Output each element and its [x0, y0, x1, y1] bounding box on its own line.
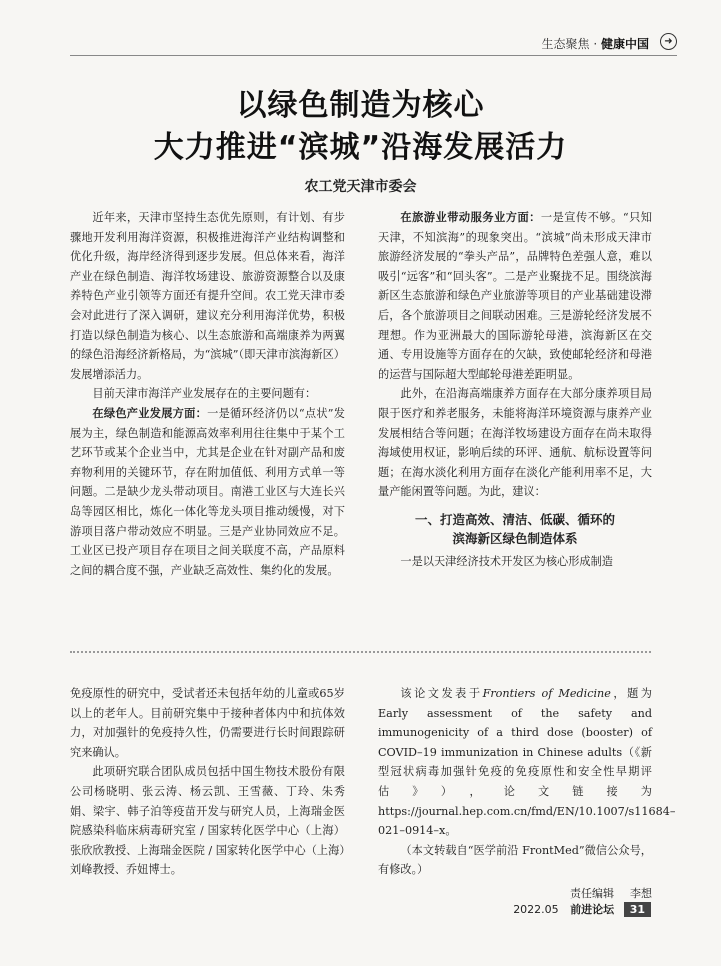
article-left-column: [70, 208, 345, 580]
header-rule: [70, 55, 677, 56]
article-title-line1: 以绿色制造为核心: [236, 88, 485, 123]
circle-arrow-icon: ➜: [660, 33, 677, 50]
paragraph: 近年来，天津市坚持生态优先原则，有计划、有步骤地开发利用海洋资源，积极推进海洋产业结构调整和优化升级，海岸经济得到逐步发展。但总体来看，海洋产业在绿色制造、海洋牧场建设、旅游资源整合以及康养特色产业引领等方面还有提升空间。农工党天津市委会对此进行了深入调研，建议充分利用海洋优势，积极打造以绿色制造为核心、以生态旅游和高端康养为两翼的绿色沿海经济新格局，为“滨城”（即天津市滨海新区）发展增添活力。: [70, 211, 345, 381]
article-title-line2: 大力推进“滨城”沿海发展活力: [153, 130, 568, 165]
paragraph-lead: 在绿色产业发展方面：: [92, 406, 208, 420]
paragraph: 免疫原性的研究中，受试者还未包括年幼的儿童或65岁以上的老年人。目前研究集中于接种者体内中和抗体效力，对加强针的免疫持久性，仍需要进行长时间跟踪研究来确认。: [70, 687, 345, 759]
paragraph: 在绿色产业发展方面：一是循环经济仍以“点状”发展为主，绿色制造和能源高效率利用往往集中于某个工艺环节或某个企业当中，尤其是企业在针对副产品和废弃物利用的关键环节，存在附加值低、利用方式单一等问题。二是缺少龙头带动项目。南港工业区与大连长兴岛等园区相比，炼化一体化等龙头项目推动缓慢，对下游项目落户带动效应不明显。三是产业协同效应不足。工业区已投产项目存在项目之间关联度不高，产品原料之间的耦合度不强，产业缺乏高效性、集约化的发展。: [70, 406, 345, 577]
paragraph: 此外，在沿海高端康养方面存在大部分康养项目局限于医疗和养老服务，未能将海洋环境资源与康养产业发展相结合等问题；在海洋牧场建设方面存在尚未取得海域使用权证，影响后续的环评、通航、航标设置等问题；在海水淡化利用方面存在淡化产能利用率不足，大量产能闲置等问题。为此，建议：: [378, 387, 652, 499]
paragraph-lead: 在旅游业带动服务业方面：: [400, 211, 541, 224]
journal-name: Frontiers of Medicine: [482, 687, 611, 700]
section-subheading: 一、打造高效、清洁、低碳、循环的 滨海新区绿色制造体系: [414, 511, 615, 546]
paragraph: （本文转载自“医学前沿 FrontMed”微信公众号，有修改。）: [378, 843, 652, 877]
article-divider: [70, 651, 651, 653]
section-label: 生态聚焦 · 健康中国: [541, 37, 649, 51]
paragraph: 该论文发表于Frontiers of Medicine，题为Early assessment of the safety and immunogenicity of a third dose (booster) of COVID–19 immunization in Chinese adults（《新型冠状病毒加强针免疫的免疫原性和安全性早期评估》），论文链接为https://journal.hep.com.cn/fmd/EN/10.1007/s11684–021–0914–x。: [378, 687, 676, 838]
article-author: 农工党天津市委会: [304, 179, 417, 195]
article-right-column: [378, 208, 652, 572]
bottom-left-column: [70, 684, 345, 880]
page-header: [70, 32, 677, 56]
page-number: 31: [624, 902, 651, 917]
paragraph: 一是以天津经济技术开发区为核心形成制造: [400, 554, 613, 568]
paragraph: 在旅游业带动服务业方面：一是宣传不够。“只知天津，不知滨海”的现象突出。“滨城”尚未形成天津市旅游经济发展的“拳头产品”，品牌特色差强人意，难以吸引“远客”和“回头客”。二是产业聚拢不足。围绕滨海新区生态旅游和绿色产业旅游等项目的产业基础建设滞后，各个旅游项目之间联动困难。三是游轮经济发展不理想。作为亚洲最大的国际游轮母港，滨海新区在交通、专用设施等方面存在的欠缺，致使邮轮经济和母港的运营与国际超大型邮轮母港差距明显。: [378, 211, 652, 381]
magazine-name: 前进论坛: [570, 903, 615, 916]
issue-date: 2022.05: [513, 903, 559, 916]
editor-credit: 责任编辑 李想: [570, 886, 652, 900]
paragraph: 此项研究联合团队成员包括中国生物技术股份有限公司杨晓明、张云涛、杨云凯、王雪薇、丁玲、朱秀娟、梁宇、韩子泊等疫苗开发与研究人员，上海瑞金医院感染科临床病毒研究室 / 国家转化医学中心（上海）张欣欣教授、上海瑞金医院 / 国家转化医学中心（上海）刘峰教授、乔妞博士。: [70, 765, 345, 877]
bottom-right-column: [378, 684, 676, 904]
paragraph: 目前天津市海洋产业发展存在的主要问题有：: [92, 387, 317, 401]
page-footer: [513, 901, 651, 917]
